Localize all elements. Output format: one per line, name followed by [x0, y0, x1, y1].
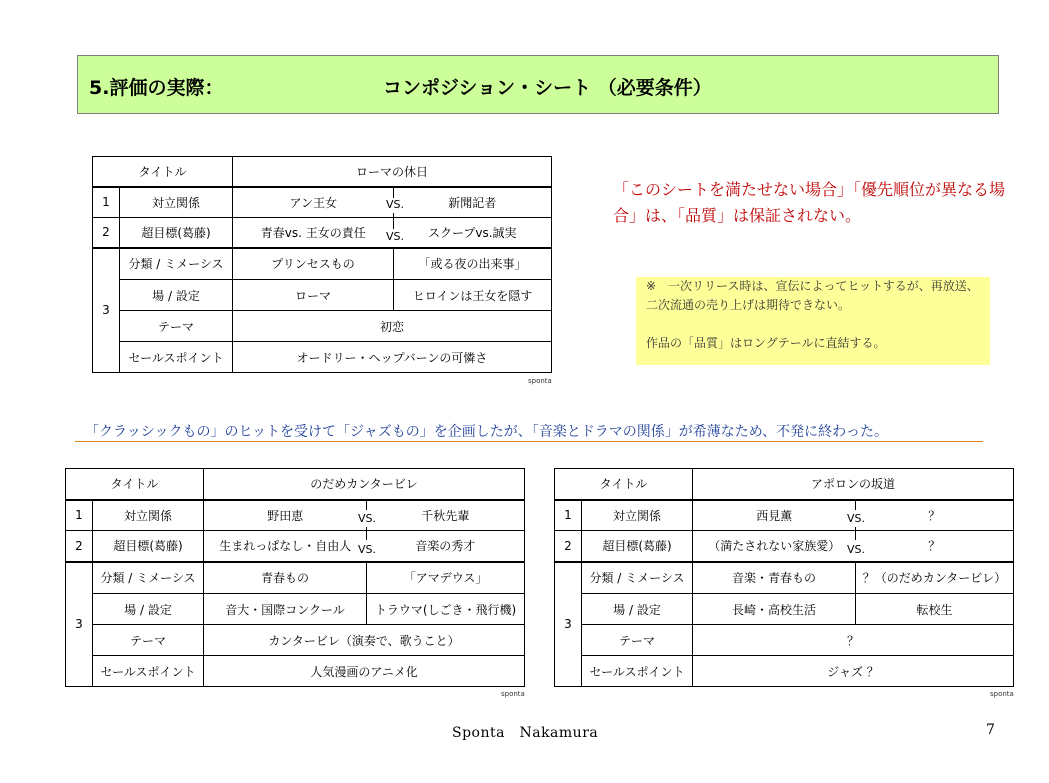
- release-note-line2: 作品の「品質」はロングテールに直結する。: [646, 336, 886, 350]
- vs-divider: [393, 221, 394, 229]
- vs-divider: [366, 527, 367, 540]
- selling-point-label: セールスポイント: [120, 342, 233, 373]
- setting-b: 転校生: [856, 594, 1014, 625]
- title-value: ローマの休日: [233, 157, 552, 187]
- row-number: 2: [93, 218, 120, 248]
- mimesis-a: プリンセスもの: [233, 248, 394, 280]
- conflict-b: 千秋先輩: [367, 500, 525, 531]
- note-underline: [75, 441, 983, 442]
- mimesis-b: 「或る夜の出来事」: [394, 248, 552, 280]
- conflict-label: 対立関係: [93, 500, 204, 531]
- superobjective-b: 音楽の秀才: [367, 531, 525, 562]
- title-label: タイトル: [555, 469, 693, 500]
- row-number: 3: [66, 562, 93, 687]
- vs-divider: [855, 527, 856, 540]
- selling-point-value: 人気漫画のアニメ化: [204, 656, 525, 687]
- theme-label: テーマ: [582, 625, 693, 656]
- superobjective-a: 生まれっぱなし・自由人: [204, 531, 367, 562]
- superobjective-a: （満たされない家族愛）: [693, 531, 856, 562]
- conflict-label: 対立関係: [582, 500, 693, 531]
- setting-label: 場 / 設定: [582, 594, 693, 625]
- vs-divider: [855, 500, 856, 510]
- section-heading: 5.評価の実際：: [89, 77, 224, 99]
- failure-analysis-note: 「クラッシックもの」のヒットを受けて「ジャズもの」を企画したが、「音楽とドラマの関係」が希薄なため、不発に終わった。: [85, 424, 889, 440]
- conflict-a: 野田恵: [204, 500, 367, 531]
- mimesis-label: 分類 / ミメーシス: [93, 562, 204, 594]
- sponta-watermark: sponta: [990, 690, 1014, 698]
- setting-a: 音大・国際コンクール: [204, 594, 367, 625]
- title-label: タイトル: [93, 157, 233, 187]
- mimesis-a: 音楽・青春もの: [693, 562, 856, 594]
- row-number: 3: [555, 562, 582, 687]
- setting-b: トラウマ(しごき・飛行機): [367, 594, 525, 625]
- setting-b: ヒロインは王女を隠す: [394, 280, 552, 311]
- superobjective-b: スクープvs.誠実: [394, 218, 552, 248]
- row-number: 1: [66, 500, 93, 531]
- row-number: 1: [555, 500, 582, 531]
- release-note-line1: ※ 一次リリース時は、宣伝によってヒットするが、再放送、二次流通の売り上げは期待できない。: [646, 279, 979, 312]
- vs-divider: [393, 188, 394, 198]
- setting-label: 場 / 設定: [93, 594, 204, 625]
- title-value: のだめカンタービレ: [204, 469, 525, 500]
- row-number: 1: [93, 187, 120, 218]
- selling-point-value: オードリー・ヘップバーンの可憐さ: [233, 342, 552, 373]
- release-note-box: [636, 277, 990, 365]
- superobjective-a: 青春vs. 王女の責任: [233, 218, 394, 248]
- quality-warning-note: 「このシートを満たせない場合」「優先順位が異なる場合」は、「品質」は保証されない。: [613, 180, 1006, 225]
- selling-point-label: セールスポイント: [93, 656, 204, 687]
- mimesis-b: ？（のだめカンタービレ）: [856, 562, 1014, 594]
- superobjective-b: ？: [856, 531, 1014, 562]
- mimesis-label: 分類 / ミメーシス: [120, 248, 233, 280]
- author-footer: Sponta Nakamura: [452, 725, 599, 741]
- row-number: 2: [555, 531, 582, 562]
- conflict-a: 西見薫: [693, 500, 856, 531]
- selling-point-value: ジャズ ？: [693, 656, 1014, 687]
- vs-label: VS.: [386, 198, 405, 211]
- mimesis-label: 分類 / ミメーシス: [582, 562, 693, 594]
- theme-value: ？: [693, 625, 1014, 656]
- vs-divider: [366, 500, 367, 510]
- vs-label: VS.: [847, 512, 866, 525]
- setting-label: 場 / 設定: [120, 280, 233, 311]
- setting-a: ローマ: [233, 280, 394, 311]
- conflict-label: 対立関係: [120, 187, 233, 218]
- superobjective-label: 超目標(葛藤): [582, 531, 693, 562]
- theme-value: カンタービレ（演奏で、歌うこと）: [204, 625, 525, 656]
- theme-label: テーマ: [120, 311, 233, 342]
- setting-a: 長崎・高校生活: [693, 594, 856, 625]
- conflict-a: アン王女: [233, 187, 394, 218]
- vs-label: VS.: [358, 543, 377, 556]
- conflict-b: ？: [856, 500, 1014, 531]
- conflict-b: 新聞記者: [394, 187, 552, 218]
- mimesis-a: 青春もの: [204, 562, 367, 594]
- title-label: タイトル: [66, 469, 204, 500]
- row-number: 3: [93, 248, 120, 373]
- vs-label: VS.: [358, 512, 377, 525]
- title-value: アポロンの坂道: [693, 469, 1014, 500]
- selling-point-label: セールスポイント: [582, 656, 693, 687]
- page-title: コンポジション・シート （必要条件）: [383, 77, 712, 99]
- mimesis-b: 「アマデウス」: [367, 562, 525, 594]
- superobjective-label: 超目標(葛藤): [93, 531, 204, 562]
- vs-label: VS.: [386, 230, 405, 243]
- row-number: 2: [66, 531, 93, 562]
- sponta-watermark: sponta: [501, 690, 525, 698]
- theme-label: テーマ: [93, 625, 204, 656]
- sponta-watermark: sponta: [528, 377, 552, 385]
- section-title-banner: [77, 55, 999, 114]
- theme-value: 初恋: [233, 311, 552, 342]
- vs-label: VS.: [847, 543, 866, 556]
- page-number: 7: [986, 722, 995, 738]
- superobjective-label: 超目標(葛藤): [120, 218, 233, 248]
